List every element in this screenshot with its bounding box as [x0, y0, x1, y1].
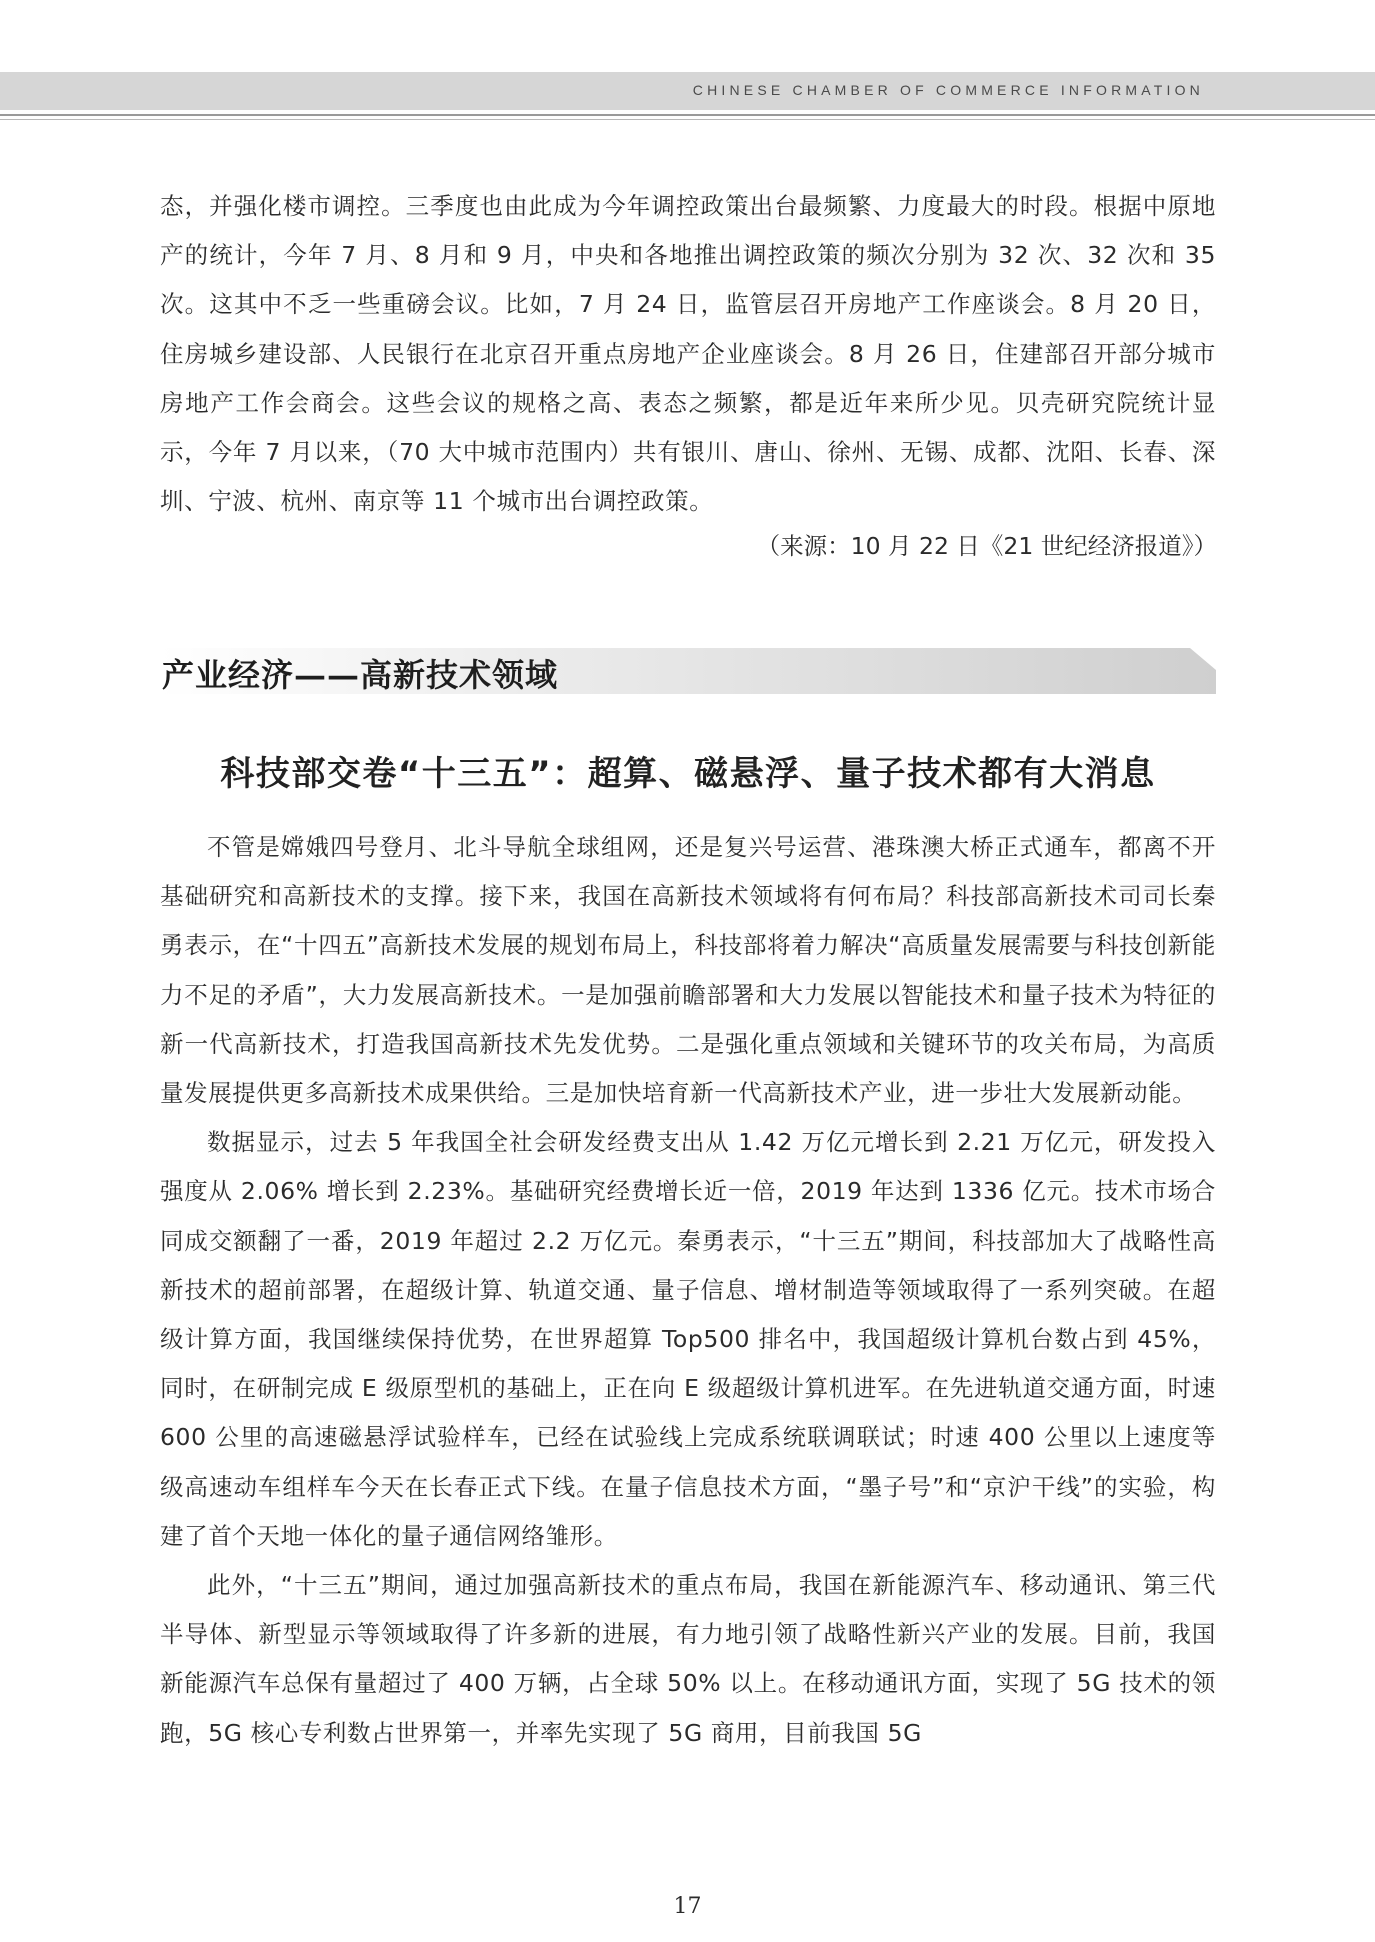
article-body — [160, 823, 1216, 1758]
intro-text-block — [160, 182, 1216, 526]
header-divider-thin — [0, 119, 1375, 120]
section-banner — [160, 648, 1216, 694]
intro-paragraph: 态，并强化楼市调控。三季度也由此成为今年调控政策出台最频繁、力度最大的时段。根据中原地产的统计，今年 7 月、8 月和 9 月，中央和各地推出调控政策的频次分别为 32 次、32 次和 35 次。这其中不乏一些重磅会议。比如，7 月 24 日，监管层召开房地产工作座谈会。8 月 20 日，住房城乡建设部、人民银行在北京召开重点房地产企业座谈会。8 月 26 日，住建部召开部分城市房地产工作会商会。这些会议的规格之高、表态之频繁，都是近年来所少见。贝壳研究院统计显示，今年 7 月以来，（70 大中城市范围内）共有银川、唐山、徐州、无锡、成都、沈阳、长春、深圳、宁波、杭州、南京等 11 个城市出台调控政策。 — [160, 192, 1216, 516]
article-title: 科技部交卷“十三五”：超算、磁悬浮、量子技术都有大消息 — [220, 754, 1156, 794]
section-title: 产业经济——高新技术领域 — [162, 656, 559, 694]
article-paragraph-3: 此外，“十三五”期间，通过加强高新技术的重点布局，我国在新能源汽车、移动通讯、第三代半导体、新型显示等领域取得了许多新的进展，有力地引领了战略性新兴产业的发展。目前，我国新能源汽车总保有量超过了 400 万辆，占全球 50% 以上。在移动通讯方面，实现了 5G 技术的领跑，5G 核心专利数占世界第一，并率先实现了 5G 商用，目前我国 5G — [160, 1571, 1216, 1747]
intro-source: （来源：10 月 22 日《21 世纪经济报道》） — [756, 532, 1217, 560]
article-paragraph-2: 数据显示，过去 5 年我国全社会研发经费支出从 1.42 万亿元增长到 2.21 万亿元，研发投入强度从 2.06% 增长到 2.23%。基础研究经费增长近一倍，2019 年达到 1336 亿元。技术市场合同成交额翻了一番，2019 年超过 2.2 万亿元。秦勇表示，“十三五”期间，科技部加大了战略性高新技术的超前部署，在超级计算、轨道交通、量子信息、增材制造等领域取得了一系列突破。在超级计算方面，我国继续保持优势，在世界超算 Top500 排名中，我国超级计算机台数占到 45%，同时，在研制完成 E 级原型机的基础上，正在向 E 级超级计算机进军。在先进轨道交通方面，时速 600 公里的高速磁悬浮试验样车，已经在试验线上完成系统联调联试；时速 400 公里以上速度等级高速动车组样车今天在长春正式下线。在量子信息技术方面，“墨子号”和“京沪干线”的实验，构建了首个天地一体化的量子通信网络雏形。 — [160, 1128, 1216, 1550]
page-number: 17 — [673, 1894, 702, 1919]
article-paragraph-1: 不管是嫦娥四号登月、北斗导航全球组网，还是复兴号运营、港珠澳大桥正式通车，都离不开基础研究和高新技术的支撑。接下来，我国在高新技术领域将有何布局？科技部高新技术司司长秦勇表示，在“十四五”高新技术发展的规划布局上，科技部将着力解决“高质量发展需要与科技创新能力不足的矛盾”，大力发展高新技术。一是加强前瞻部署和大力发展以智能技术和量子技术为特征的新一代高新技术，打造我国高新技术先发优势。二是强化重点领域和关键环节的攻关布局，为高质量发展提供更多高新技术成果供给。三是加快培育新一代高新技术产业，进一步壮大发展新动能。 — [160, 833, 1216, 1108]
header-divider — [0, 114, 1375, 116]
running-title: CHINESE CHAMBER OF COMMERCE INFORMATION — [692, 82, 1204, 98]
